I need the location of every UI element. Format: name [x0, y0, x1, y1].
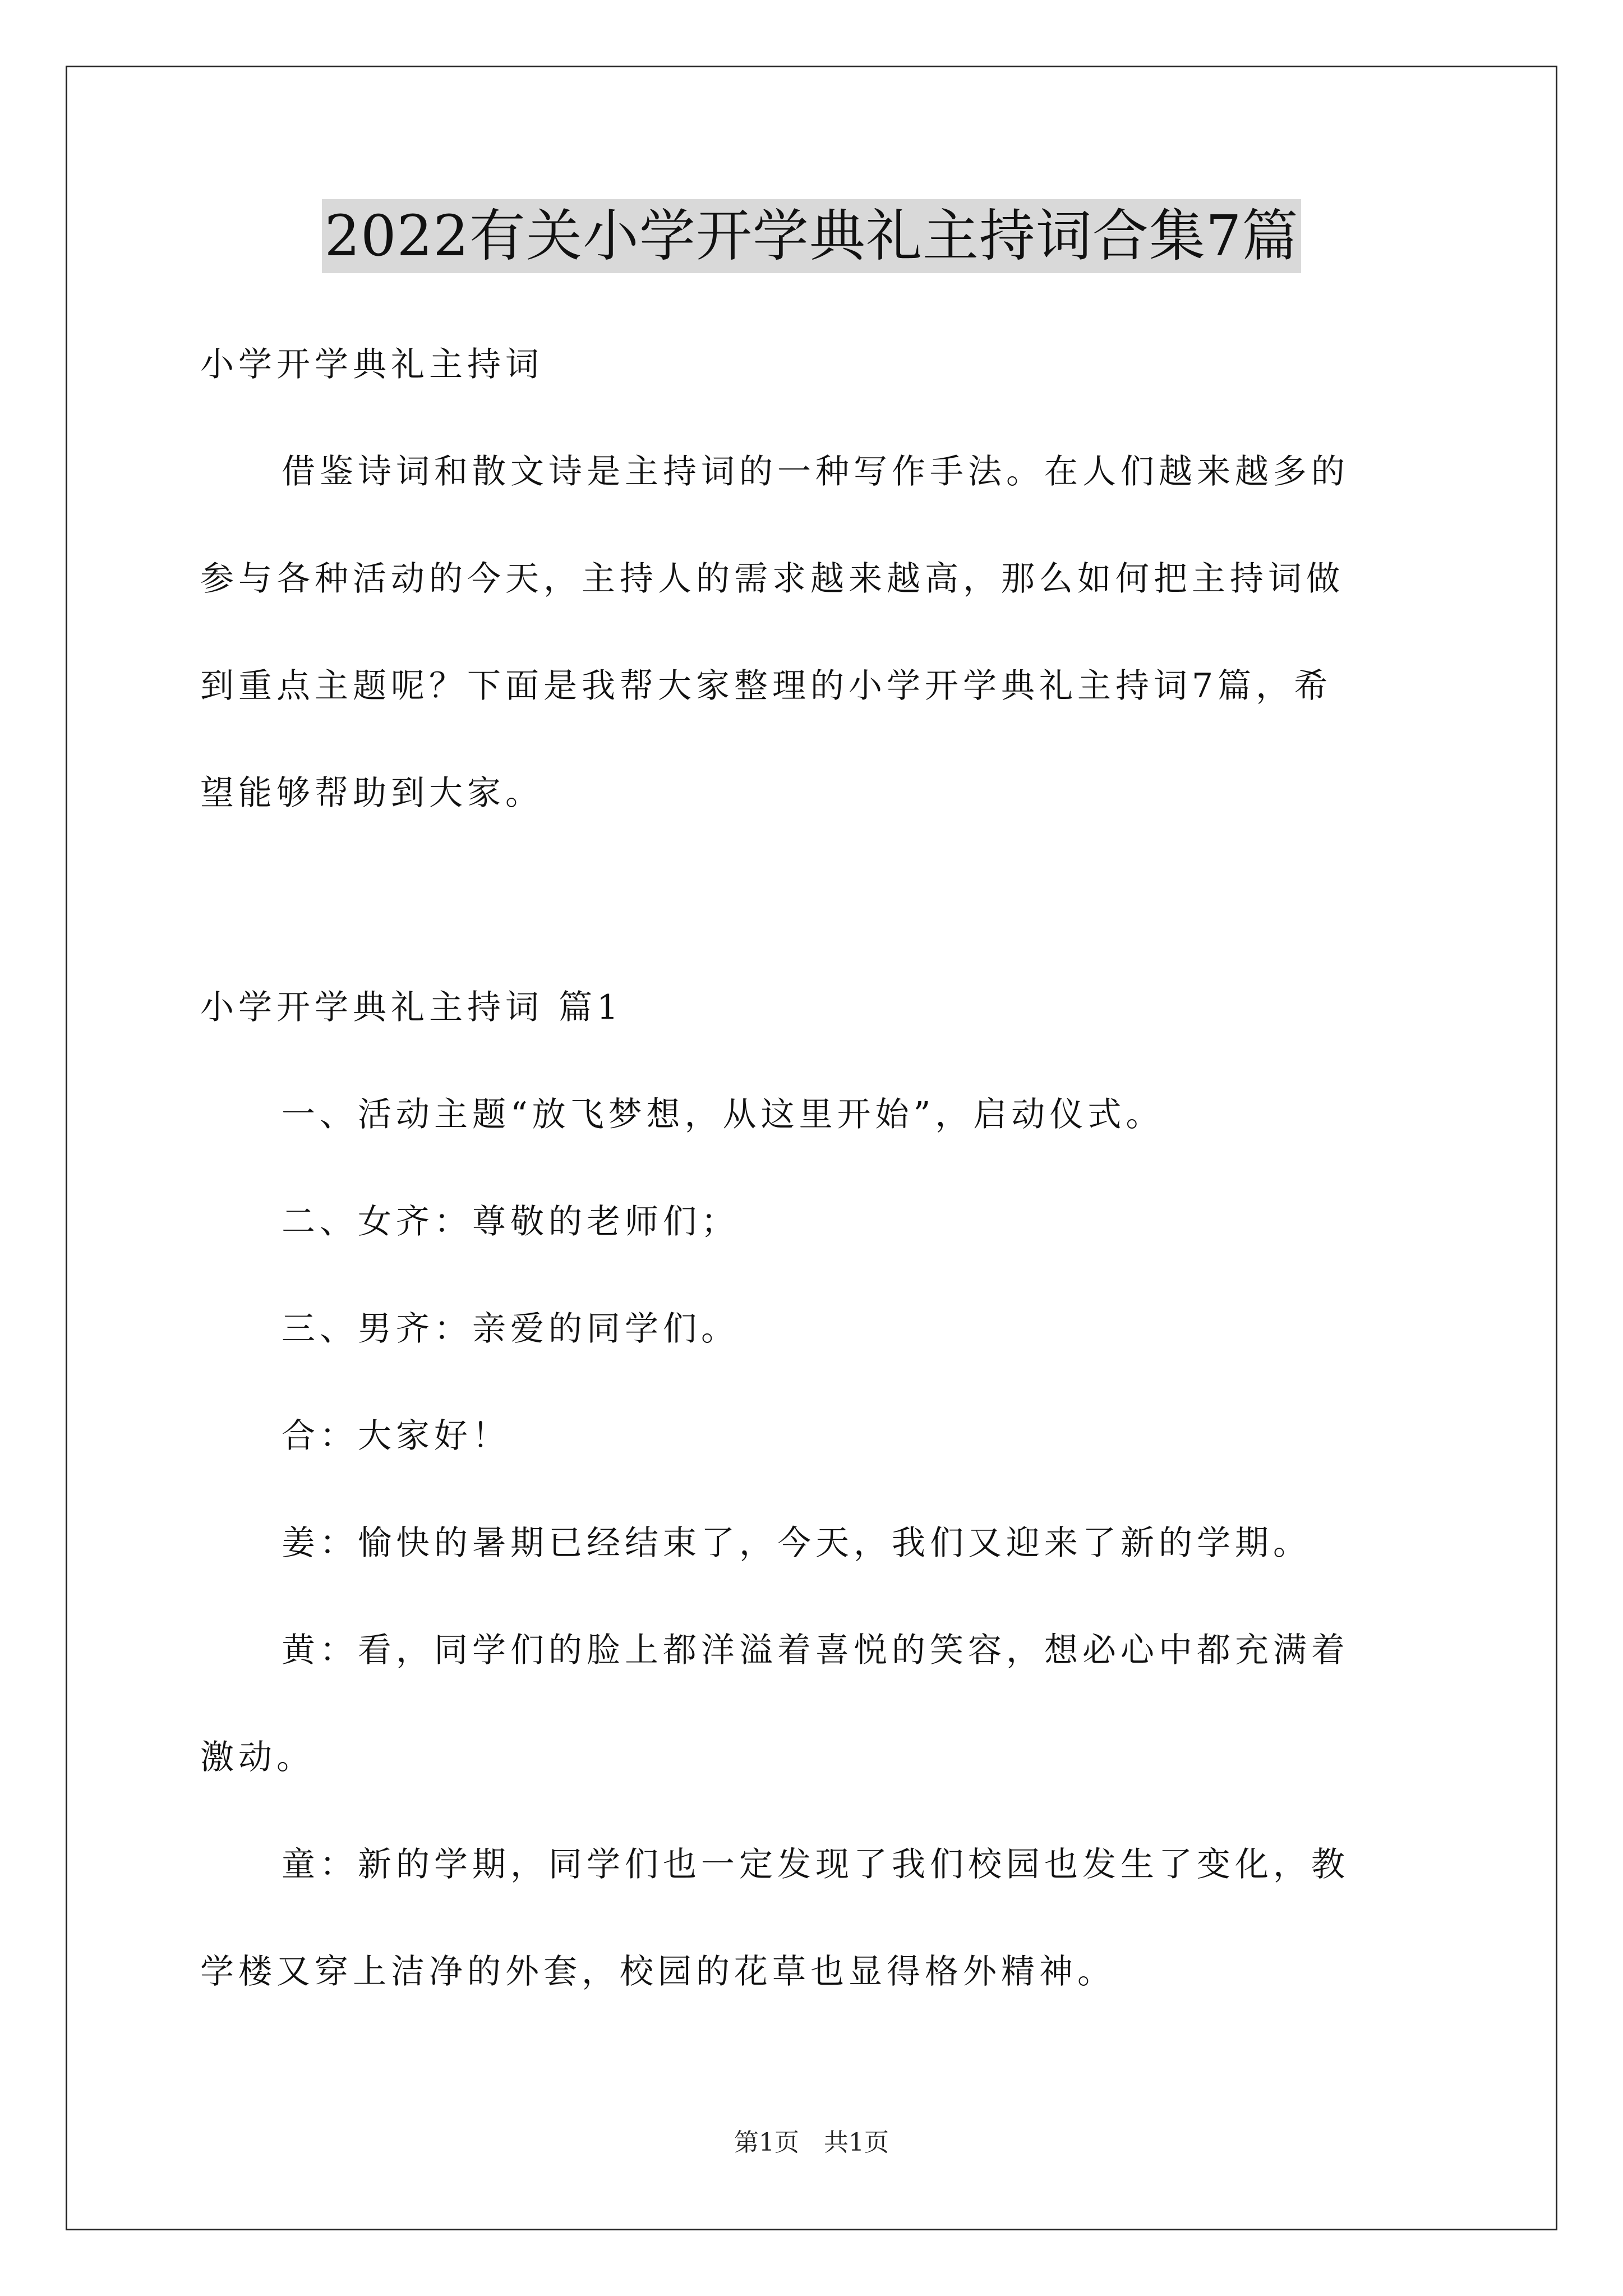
intro-paragraph-line: 借鉴诗词和散文诗是主持词的一种写作手法。在人们越来越多的: [282, 452, 1349, 491]
document-body: [200, 311, 1434, 2026]
section-line: 三、男齐：亲爱的同学们。: [282, 1309, 739, 1349]
page-number-label: 第1页 共1页: [734, 2128, 889, 2157]
paragraph-spacer: [200, 847, 1434, 954]
intro-paragraph-line: 到重点主题呢？下面是我帮大家整理的小学开学典礼主持词7篇，希: [200, 666, 1332, 706]
section-line: 童：新的学期，同学们也一定发现了我们校园也发生了变化，教: [282, 1845, 1349, 1884]
section-heading: 小学开学典礼主持词 篇1: [200, 988, 623, 1027]
section-line: 学楼又穿上洁净的外套，校园的花草也显得格外精神。: [200, 1952, 1115, 1991]
intro-heading: 小学开学典礼主持词: [200, 345, 543, 384]
title-container: [0, 199, 1623, 273]
page-footer: [0, 2126, 1623, 2160]
section-line: 二、女齐：尊敬的老师们；: [282, 1202, 739, 1241]
section-line: 姜：愉快的暑期已经结束了，今天，我们又迎来了新的学期。: [282, 1524, 1311, 1563]
section-line: 合：大家好！: [282, 1416, 510, 1456]
section-line: 激动。: [200, 1738, 315, 1777]
intro-paragraph-line: 参与各种活动的今天，主持人的需求越来越高，那么如何把主持词做: [200, 559, 1344, 599]
intro-paragraph-line: 望能够帮助到大家。: [200, 774, 543, 813]
document-title: 2022有关小学开学典礼主持词合集7篇: [322, 199, 1301, 273]
section-line: 一、活动主题“放飞梦想，从这里开始”，启动仪式。: [282, 1095, 1164, 1134]
section-line: 黄：看，同学们的脸上都洋溢着喜悦的笑容，想必心中都充满着: [282, 1631, 1349, 1670]
